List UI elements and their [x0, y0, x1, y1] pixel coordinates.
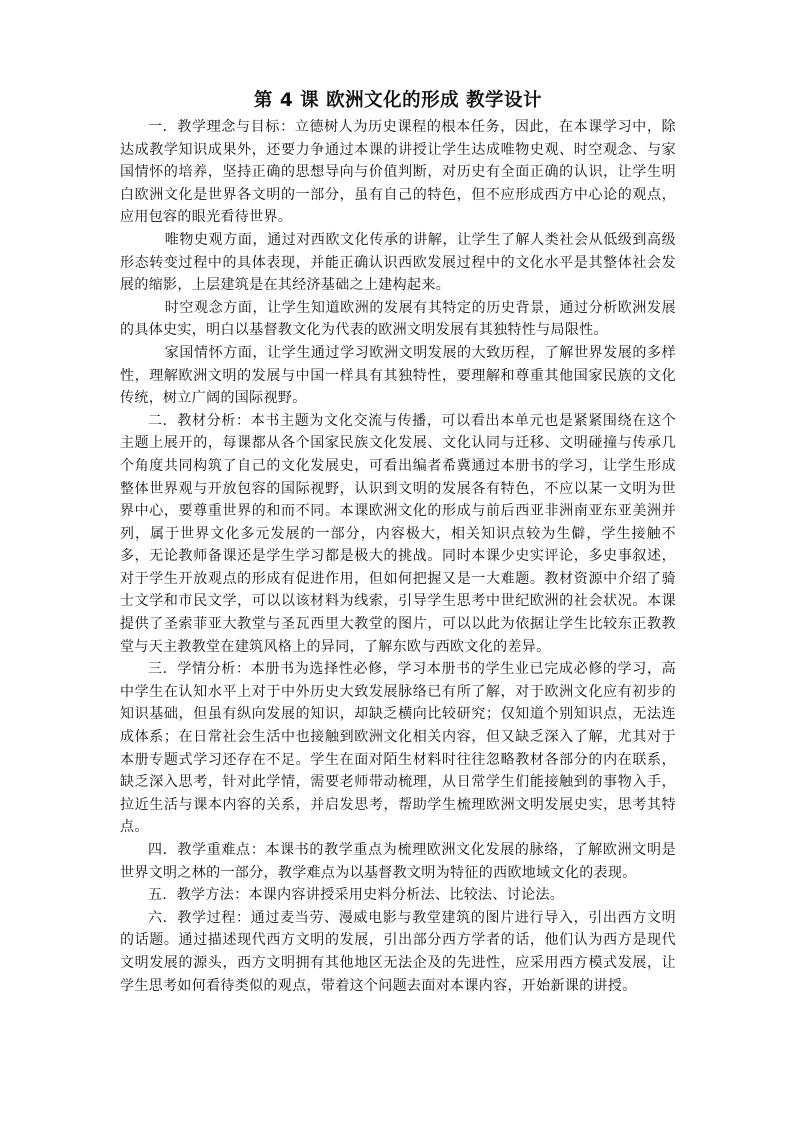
document-title: 第 4 课 欧洲文化的形成 教学设计	[253, 90, 543, 111]
paragraph-student-analysis: 三．学情分析：本册书为选择性必修，学习本册书的学生业已完成必修的学习，高中学生在认知水平上对于中外历史大致发展脉络已有所了解，对于欧洲文化应有初步的知识基础，但虽有纵向发展的知识，却缺乏横向比较研究；仅知道个别知识点，无法连成体系；在日常社会生活中也接触到欧洲文化相关内容，但又缺乏深入了解，尤其对于本册专题式学习还存在不足。学生在面对陌生材料时往往忽略教材各部分的内在联系，缺乏深入思考，针对此学情，需要老师带动梳理，从日常学生们能接触到的事物入手，拉近生活与课本内容的关系，并启发思考，帮助学生梳理欧洲文明发展史实，思考其特点。	[120, 661, 676, 836]
paragraph-teaching-methods: 五．教学方法：本课内容讲授采用史料分析法、比较法、讨论法。	[148, 887, 565, 904]
paragraph-patriotism: 家国情怀方面，让学生通过学习欧洲文明发展的大致历程，了解世界发展的多样性，理解欧洲文明的发展与中国一样具有其独特性，要理解和尊重其他国家民族的文化传统，树立广阔的国际视野。	[120, 344, 676, 407]
paragraph-spatiotemporal-concept: 时空观念方面，让学生知道欧洲的发展有其特定的历史背景，通过分析欧洲发展的具体史实，明白以基督教文化为代表的欧洲文明发展有其独特性与局限性。	[120, 299, 676, 339]
document-page	[120, 88, 676, 997]
paragraph-textbook-analysis: 二．教材分析：本书主题为文化交流与传播，可以看出本单元也是紧紧围绕在这个主题上展开的，每课都从各个国家民族文化发展、文化认同与迁移、文明碰撞与传承几个角度共同构筑了自己的文化发展史，可看出编者希冀通过本册书的学习，让学生形成整体世界观与开放包容的国际视野，认识到文明的发展各有特色，不应以某一文明为世界中心，要尊重世界的和而不同。本课欧洲文化的形成与前后西亚非洲南亚东亚美洲并列，属于世界文化多元发展的一部分，内容极大，相关知识点较为生僻，学生接触不多，无论教师备课还是学生学习都是极大的挑战。同时本课少史实评论，多史事叙述，对于学生开放观点的形成有促进作用，但如何把握又是一大难题。教材资源中介绍了骑士文学和市民文学，可以以该材料为线索，引导学生思考中世纪欧洲的社会状况。本课提供了圣索菲亚大教堂与圣瓦西里大教堂的图片，可以以此为依据让学生比较东正教教堂与天主教教堂在建筑风格上的异同，了解东欧与西欧文化的差异。	[120, 412, 676, 655]
paragraph-key-points: 四．教学重难点：本课书的教学重点为梳理欧洲文化发展的脉络，了解欧洲文明是世界文明之林的一部分，教学难点为以基督教文明为特征的西欧地域文化的表现。	[120, 842, 676, 881]
paragraph-teaching-process: 六．教学过程：通过麦当劳、漫威电影与教堂建筑的图片进行导入，引出西方文明的话题。通过描述现代西方文明的发展，引出部分西方学者的话，他们认为西方是现代文明发展的源头，西方文明拥有其他地区无法企及的先进性，应采用西方模式发展，让学生思考如何看待类似的观点，带着这个问题去面对本课内容，开始新课的讲授。	[120, 909, 676, 994]
paragraph-historical-materialism: 唯物史观方面，通过对西欧文化传承的讲解，让学生了解人类社会从低级到高级形态转变过程中的具体表现，并能正确认识西欧发展过程中的文化水平是其整体社会发展的缩影，上层建筑是在其经济基础之上建构起来。	[120, 231, 676, 294]
paragraph-teaching-philosophy: 一．教学理念与目标：立德树人为历史课程的根本任务，因此，在本课学习中，除达成教学知识成果外，还要力争通过本课的讲授让学生达成唯物史观、时空观念、与家国情怀的培养，坚持正确的思想导向与价值判断，对历史有全面正确的认识，让学生明白欧洲文化是世界各文明的一部分，虽有自己的特色，但不应形成西方中心论的观点，应用包容的眼光看待世界。	[120, 119, 676, 226]
